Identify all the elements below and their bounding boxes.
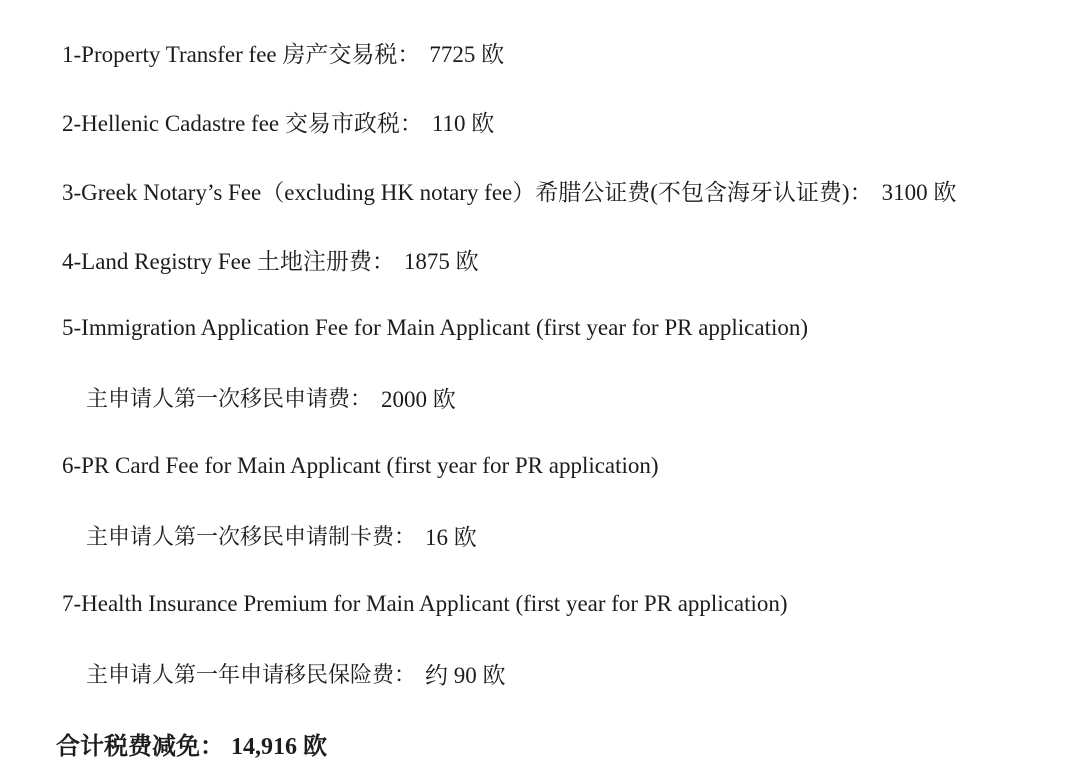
fee-item-2-hellenic-cadastre <box>62 98 1046 144</box>
fee-label: 6-PR Card Fee for Main Applicant (first year for PR application) <box>62 453 659 478</box>
total-label: 合计税费减免： <box>56 731 224 760</box>
fee-amount: 16 欧 <box>425 524 477 550</box>
fee-label: 3-Greek Notary’s Fee（excluding HK notary fee）希腊公证费(不包含海牙认证费)： <box>62 179 873 205</box>
fee-label: 4-Land Registry Fee 土地注册费： <box>62 248 395 274</box>
fee-label: 主申请人第一年申请移民保险费： <box>86 662 417 688</box>
total-tax-reduction-line <box>56 720 1046 766</box>
fee-label: 5-Immigration Application Fee for Main Applicant (first year for PR application) <box>62 315 809 340</box>
fee-item-5-immigration-application <box>62 305 1046 351</box>
fee-amount: 2000 欧 <box>381 386 456 412</box>
fee-item-7-health-insurance <box>62 581 1046 627</box>
fee-item-6-pr-card <box>62 443 1046 489</box>
fee-label: 主申请人第一次移民申请费： <box>86 386 373 412</box>
fee-item-4-land-registry <box>62 236 1046 282</box>
fee-amount: 3100 欧 <box>881 179 957 205</box>
fee-label: 1-Property Transfer fee 房产交易税： <box>62 41 421 67</box>
fee-item-6-chinese-amount <box>62 512 1046 558</box>
fee-amount: 1875 欧 <box>403 248 479 274</box>
fee-label: 7-Health Insurance Premium for Main Applicant (first year for PR application) <box>62 591 788 616</box>
fee-amount: 110 欧 <box>431 110 495 136</box>
fee-item-5-chinese-amount <box>62 374 1046 420</box>
fee-amount: 7725 欧 <box>429 41 505 67</box>
fee-item-1-property-transfer <box>62 29 1046 75</box>
fee-item-7-chinese-amount <box>62 650 1046 696</box>
fee-label: 主申请人第一次移民申请制卡费： <box>86 524 417 550</box>
fee-label: 2-Hellenic Cadastre fee 交易市政税： <box>62 110 423 136</box>
total-amount: 14,916 欧 <box>231 733 327 760</box>
fee-item-3-greek-notary <box>62 167 1046 213</box>
fee-amount: 约 90 欧 <box>425 662 506 688</box>
